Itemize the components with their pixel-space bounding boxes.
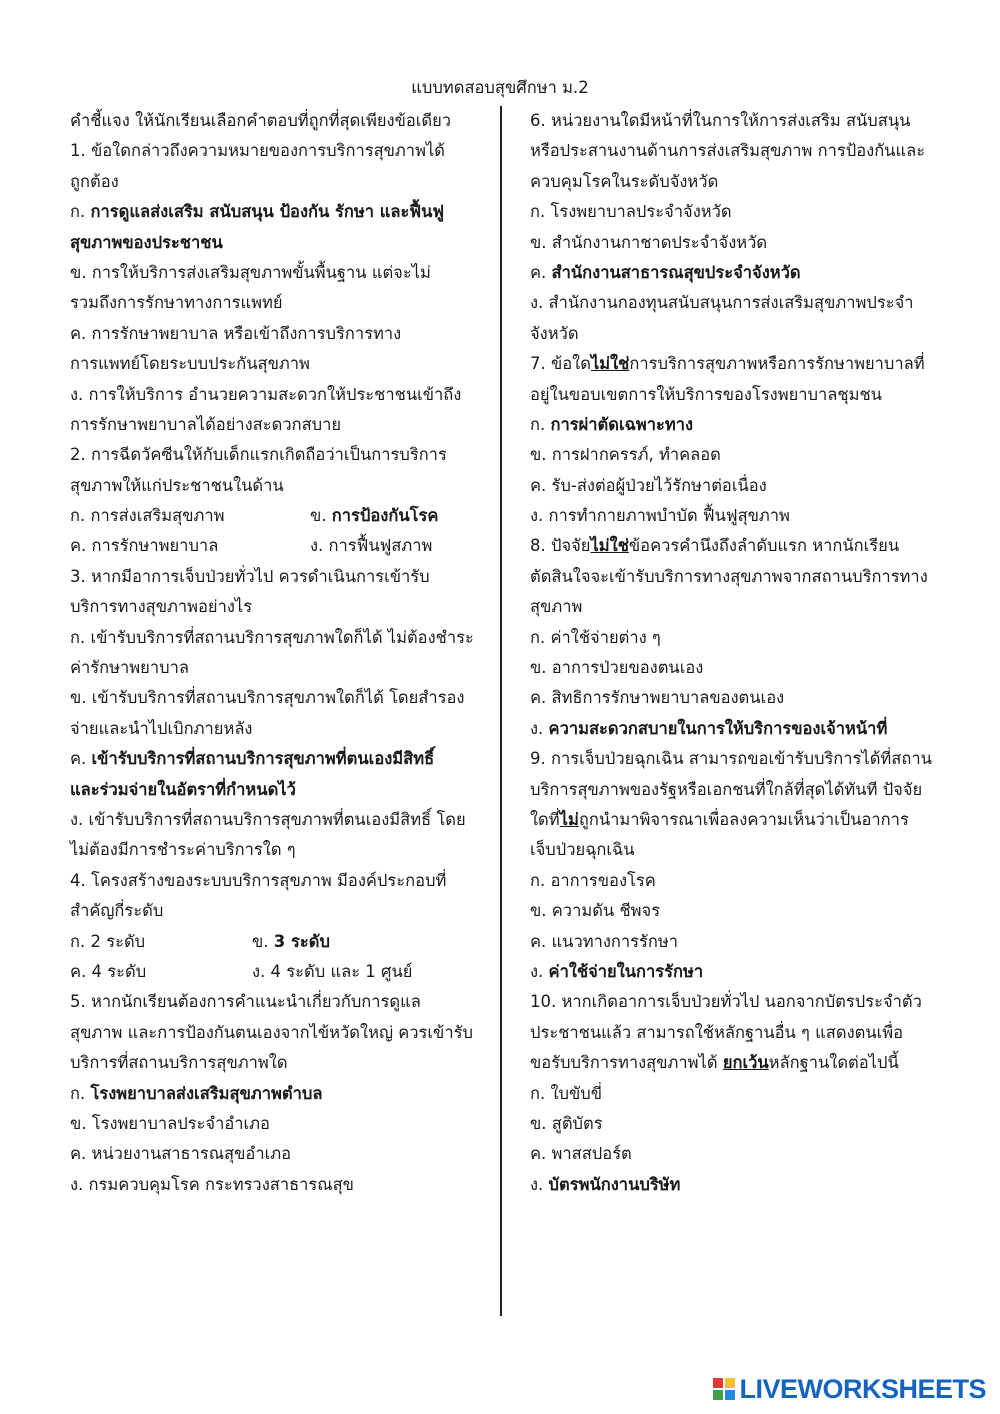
- q8-question-line: ตัดสินใจจะเข้ารับบริการทางสุขภาพจากสถานบริการทาง: [530, 566, 928, 586]
- q8-text: ข้อควรคำนึงถึงลำดับแรก หากนักเรียน: [628, 536, 900, 556]
- correct-answer-text: โรงพยาบาลส่งเสริมสุขภาพตำบล: [90, 1083, 323, 1103]
- q10-option-b[interactable]: ข. สูติบัตร: [530, 1113, 603, 1133]
- q2-question-line: 2. การฉีดวัคซีนให้กับเด็กแรกเกิดถือว่าเป็นการบริการ: [70, 445, 447, 465]
- q1-option-b[interactable]: ข. การให้บริการส่งเสริมสุขภาพขั้นพื้นฐาน แต่จะไม่: [70, 262, 431, 282]
- q4-options-row: [70, 927, 490, 957]
- q9-option-d[interactable]: [530, 957, 940, 987]
- q6-option-a[interactable]: ก. โรงพยาบาลประจำจังหวัด: [530, 202, 732, 222]
- correct-answer-text: เข้ารับบริการที่สถานบริการสุขภาพที่ตนเองมีสิทธิ์: [91, 749, 435, 769]
- instruction-text: คำชี้แจง ให้นักเรียนเลือกคำตอบที่ถูกที่สุดเพียงข้อเดียว: [70, 111, 452, 130]
- q1-option-c[interactable]: ค. การรักษาพยาบาล หรือเข้าถึงการบริการทาง: [70, 323, 402, 343]
- q2-options-row: [70, 501, 490, 531]
- q9-question-line: [530, 805, 940, 835]
- q3-option-d-cont: ไม่ต้องมีการชำระค่าบริการใด ๆ: [70, 840, 296, 860]
- q7-question-line: อยู่ในขอบเขตการให้บริการของโรงพยาบาลชุมชน: [530, 384, 882, 404]
- q4-option-a[interactable]: ก. 2 ระดับ: [70, 931, 146, 951]
- q5-question-line: บริการที่สถานบริการสุขภาพใด: [70, 1053, 288, 1073]
- q6-question-line: หรือประสานงานด้านการส่งเสริมสุขภาพ การป้องกันและ: [530, 141, 926, 161]
- q7-option-c[interactable]: ค. รับ-ส่งต่อผู้ป่วยไว้รักษาต่อเนื่อง: [530, 475, 767, 495]
- q1-option-a-cont: [70, 228, 490, 258]
- q3-option-a[interactable]: ก. เข้ารับบริการที่สถานบริการสุขภาพใดก็ได้ ไม่ต้องชำระ: [70, 627, 474, 647]
- correct-answer-text: การผ่าตัดเฉพาะทาง: [550, 414, 694, 434]
- negation-word: ไม่ใช่: [590, 354, 630, 374]
- q7-question-line: [530, 349, 940, 379]
- correct-answer-text: ความสะดวกสบายในการให้บริการของเจ้าหน้าที่: [548, 718, 888, 738]
- q3-option-b[interactable]: ข. เข้ารับบริการที่สถานบริการสุขภาพใดก็ได้ โดยสำรอง: [70, 688, 465, 708]
- q5-option-b[interactable]: ข. โรงพยาบาลประจำอำเภอ: [70, 1113, 270, 1133]
- q10-option-a[interactable]: ก. ใบขับขี่: [530, 1083, 603, 1103]
- q4-options-row: [70, 957, 490, 987]
- q1-option-d-cont: การรักษาพยาบาลได้อย่างสะดวกสบาย: [70, 414, 342, 434]
- q3-question-line: บริการทางสุขภาพอย่างไร: [70, 597, 253, 617]
- correct-answer-text: การดูแลส่งเสริม สนับสนุน ป้องกัน รักษา และฟื้นฟู: [90, 202, 445, 222]
- q9-question-line: บริการสุขภาพของรัฐหรือเอกชนที่ใกล้ที่สุดได้ทันที ปัจจัย: [530, 779, 923, 799]
- right-column: [530, 106, 940, 1200]
- q1-option-b-cont: รวมถึงการรักษาทางการแพทย์: [70, 293, 283, 313]
- q7-option-b[interactable]: ข. การฝากครรภ์, ทำคลอด: [530, 445, 721, 465]
- q4-option-b[interactable]: [252, 927, 330, 957]
- logo-square: [725, 1378, 735, 1388]
- q3-question-line: 3. หากมีอาการเจ็บป่วยทั่วไป ควรดำเนินการเข้ารับ: [70, 566, 430, 586]
- q8-option-d[interactable]: [530, 714, 940, 744]
- negation-emphasis: [590, 536, 628, 555]
- option-prefix: ข.: [252, 931, 274, 951]
- option-prefix: ง.: [530, 1174, 549, 1194]
- q2-option-b[interactable]: [310, 501, 438, 531]
- brand-wordmark: LIVEWORKSHEETS: [739, 1373, 986, 1404]
- q10-text: ขอรับบริการทางสุขภาพได้: [530, 1053, 723, 1073]
- correct-answer-text: สำนักงานสาธารณสุขประจำจังหวัด: [551, 262, 801, 282]
- page-title: แบบทดสอบสุขศึกษา ม.2: [411, 78, 589, 97]
- correct-answer-text: ค่าใช้จ่ายในการรักษา: [548, 961, 704, 981]
- q10-text: หลักฐานใดต่อไปนี้: [768, 1053, 899, 1073]
- liveworksheets-logo-icon: [713, 1378, 735, 1400]
- q2-option-c[interactable]: ค. การรักษาพยาบาล: [70, 536, 219, 556]
- q1-question-line: 1. ข้อใดกล่าวถึงความหมายของการบริการสุขภาพได้: [70, 141, 445, 161]
- q4-question-line: สำคัญกี่ระดับ: [70, 901, 164, 921]
- q1-option-a[interactable]: [70, 197, 490, 227]
- option-prefix: ก.: [530, 414, 551, 434]
- q6-question-line: 6. หน่วยงานใดมีหน้าที่ในการให้การส่งเสริม สนับสนุน: [530, 111, 911, 130]
- q8-question-line: สุขภาพ: [530, 597, 583, 617]
- q3-option-b-cont: จ่ายและนำไปเบิกภายหลัง: [70, 718, 253, 738]
- q5-option-c[interactable]: ค. หน่วยงานสาธารณสุขอำเภอ: [70, 1144, 292, 1164]
- negation-emphasis: [591, 354, 629, 373]
- q6-option-d[interactable]: ง. สำนักงานกองทุนสนับสนุนการส่งเสริมสุขภาพประจำ: [530, 293, 914, 313]
- correct-answer-text: 3 ระดับ: [273, 931, 330, 951]
- q7-text: 7. ข้อใด: [530, 354, 591, 374]
- option-prefix: ข.: [310, 506, 332, 526]
- q8-question-line: [530, 531, 940, 561]
- correct-answer-text: บัตรพนักงานบริษัท: [548, 1174, 681, 1194]
- q6-option-b[interactable]: ข. สำนักงานกาชาดประจำจังหวัด: [530, 232, 768, 252]
- q10-question-line: 10. หากเกิดอาการเจ็บป่วยทั่วไป นอกจากบัตรประจำตัว: [530, 992, 922, 1012]
- q1-option-c-cont: การแพทย์โดยระบบประกันสุขภาพ: [70, 354, 310, 374]
- negation-emphasis: [560, 810, 579, 829]
- logo-square: [713, 1390, 723, 1400]
- correct-answer-text: สุขภาพของประชาชน: [70, 232, 223, 252]
- q3-option-d[interactable]: ง. เข้ารับบริการที่สถานบริการสุขภาพที่ตนเองมีสิทธิ์ โดย: [70, 809, 466, 829]
- option-prefix: ง.: [530, 961, 549, 981]
- q9-question-line: เจ็บป่วยฉุกเฉิน: [530, 840, 635, 860]
- q3-option-c-cont: [70, 775, 490, 805]
- q10-question-line: ประชาชนแล้ว สามารถใช้หลักฐานอื่น ๆ แสดงตนเพื่อ: [530, 1022, 904, 1042]
- q9-option-b[interactable]: ข. ความดัน ชีพจร: [530, 901, 661, 921]
- q3-option-a-cont: ค่ารักษาพยาบาล: [70, 658, 189, 678]
- logo-square: [725, 1390, 735, 1400]
- option-prefix: ค.: [70, 749, 92, 769]
- q7-text: การบริการสุขภาพหรือการรักษาพยาบาลที่: [629, 354, 925, 374]
- q10-question-line: [530, 1048, 940, 1078]
- negation-word: ยกเว้น: [722, 1053, 769, 1073]
- q6-option-c[interactable]: [530, 258, 940, 288]
- negation-emphasis: [723, 1053, 769, 1072]
- q4-question-line: 4. โครงสร้างของระบบบริการสุขภาพ มีองค์ประกอบที่: [70, 870, 447, 890]
- q6-question-line: ควบคุมโรคในระดับจังหวัด: [530, 171, 719, 191]
- option-prefix: ก.: [70, 202, 91, 222]
- q9-question-line: 9. การเจ็บป่วยฉุกเฉิน สามารถขอเข้ารับบริการได้ที่สถาน: [530, 749, 932, 769]
- q2-question-line: สุขภาพให้แก่ประชาชนในด้าน: [70, 475, 284, 495]
- q9-option-c[interactable]: ค. แนวทางการรักษา: [530, 931, 679, 951]
- q1-option-d[interactable]: ง. การให้บริการ อำนวยความสะดวกให้ประชาชนเข้าถึง: [70, 384, 462, 404]
- correct-answer-text: การป้องกันโรค: [331, 506, 439, 526]
- q9-option-a[interactable]: ก. อาการของโรค: [530, 870, 656, 890]
- left-column: [70, 106, 490, 1200]
- q8-text: 8. ปัจจัย: [530, 536, 591, 556]
- q7-option-d[interactable]: ง. การทำกายภาพบำบัด ฟื้นฟูสุขภาพ: [530, 506, 790, 526]
- q6-option-d-cont: จังหวัด: [530, 323, 579, 343]
- q8-option-c[interactable]: ค. สิทธิการรักษาพยาบาลของตนเอง: [530, 688, 785, 708]
- q2-option-a[interactable]: ก. การส่งเสริมสุขภาพ: [70, 506, 225, 526]
- q4-option-c[interactable]: ค. 4 ระดับ: [70, 961, 147, 981]
- q4-option-d[interactable]: ง. 4 ระดับ และ 1 ศูนย์: [252, 961, 413, 981]
- column-divider: [500, 106, 502, 1316]
- logo-square: [713, 1378, 723, 1388]
- option-prefix: ค.: [530, 262, 552, 282]
- option-prefix: ง.: [530, 718, 549, 738]
- negation-word: ไม่: [559, 809, 579, 829]
- q7-option-a[interactable]: [530, 410, 940, 440]
- q5-option-a[interactable]: [70, 1079, 490, 1109]
- q10-option-c[interactable]: ค. พาสสปอร์ต: [530, 1144, 632, 1164]
- correct-answer-text: และร่วมจ่ายในอัตราที่กำหนดไว้: [70, 779, 296, 799]
- q8-option-a[interactable]: ก. ค่าใช้จ่ายต่าง ๆ: [530, 627, 661, 647]
- q5-question-line: 5. หากนักเรียนต้องการคำแนะนำเกี่ยวกับการดูแล: [70, 992, 421, 1012]
- option-prefix: ก.: [70, 1083, 91, 1103]
- q9-text: ใดที่: [530, 809, 560, 829]
- negation-word: ไม่ใช่: [590, 536, 629, 556]
- q5-option-d[interactable]: ง. กรมควบคุมโรค กระทรวงสาธารณสุข: [70, 1174, 354, 1194]
- q3-option-c[interactable]: [70, 744, 490, 774]
- q2-option-d[interactable]: ง. การฟื้นฟูสภาพ: [310, 536, 433, 556]
- q8-option-b[interactable]: ข. อาการป่วยของตนเอง: [530, 658, 704, 678]
- q1-question-line: ถูกต้อง: [70, 171, 119, 191]
- q2-options-row: [70, 531, 490, 561]
- q10-option-d[interactable]: [530, 1170, 940, 1200]
- q9-text: ถูกนำมาพิจารณาเพื่อลงความเห็นว่าเป็นอาการ: [578, 809, 909, 829]
- liveworksheets-brand[interactable]: [713, 1373, 986, 1405]
- q5-question-line: สุขภาพ และการป้องกันตนเองจากไข้หวัดใหญ่ ควรเข้ารับ: [70, 1022, 473, 1042]
